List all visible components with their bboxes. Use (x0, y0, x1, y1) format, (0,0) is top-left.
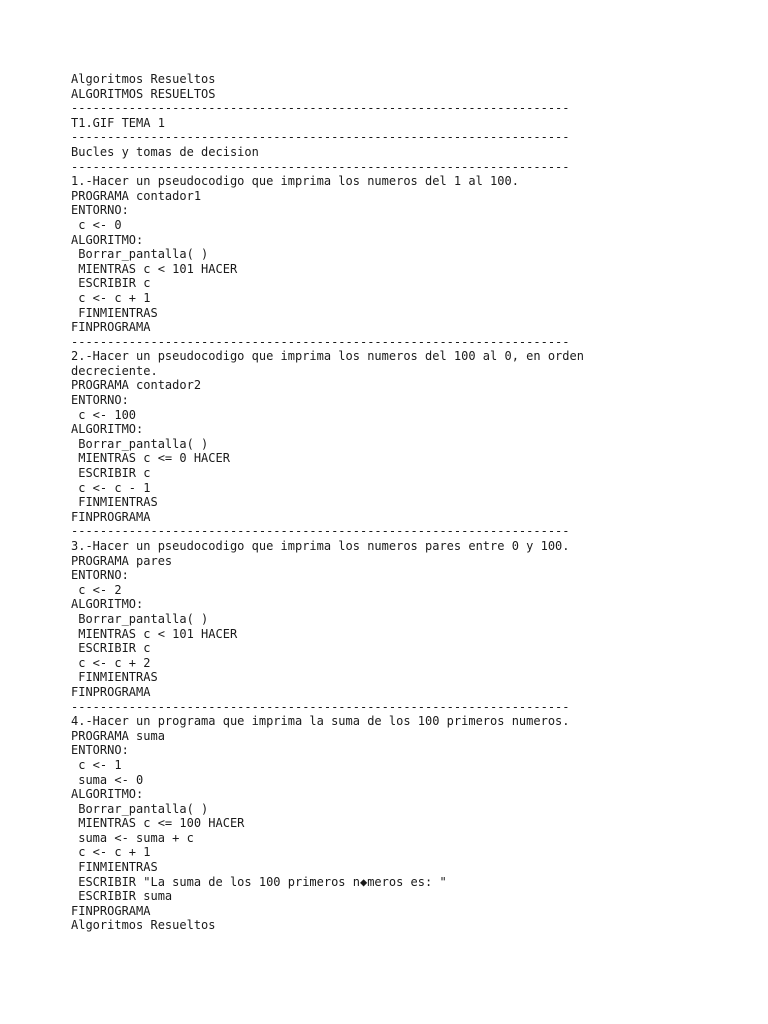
separator-line: --------------------------------------------------------------------- (71, 334, 570, 349)
text-line: ENTORNO: (71, 743, 129, 758)
text-line: FINPROGRAMA (71, 903, 151, 918)
text-line: FINMIENTRAS (71, 495, 158, 510)
program-name: PROGRAMA contador1 (71, 188, 202, 203)
text-line: c <- c + 2 (71, 655, 151, 670)
program-name: PROGRAMA contador2 (71, 378, 202, 393)
text-line: ESCRIBIR c (71, 276, 151, 291)
text-line: Borrar_pantalla( ) (71, 436, 209, 451)
text-line: ESCRIBIR suma (71, 889, 173, 904)
text-line: MIENTRAS c <= 100 HACER (71, 816, 245, 831)
text-line: suma <- suma + c (71, 830, 194, 845)
text-line: ESCRIBIR c (71, 641, 151, 656)
exercise-heading: 1.-Hacer un pseudocodigo que imprima los numeros del 1 al 100. (71, 174, 519, 189)
text-line: c <- 0 (71, 217, 122, 232)
text-line: c <- 1 (71, 757, 122, 772)
text-line: FINPROGRAMA (71, 509, 151, 524)
text-line: c <- 100 (71, 407, 137, 422)
text-line: Borrar_pantalla( ) (71, 247, 209, 262)
separator-line: --------------------------------------------------------------------- (71, 524, 570, 539)
text-line: FINPROGRAMA (71, 320, 151, 335)
text-line: FINMIENTRAS (71, 305, 158, 320)
text-line: MIENTRAS c < 101 HACER (71, 626, 238, 641)
text-line: c <- c + 1 (71, 845, 151, 860)
text-line: ALGORITMO: (71, 422, 144, 437)
text-line: MIENTRAS c <= 0 HACER (71, 451, 230, 466)
text-line: c <- c - 1 (71, 480, 151, 495)
separator-line: --------------------------------------------------------------------- (71, 699, 570, 714)
text-line: Borrar_pantalla( ) (71, 611, 209, 626)
exercise-heading: 4.-Hacer un programa que imprima la suma de los 100 primeros numeros. (71, 714, 570, 729)
text-line: T1.GIF TEMA 1 (71, 115, 165, 130)
text-line: Bucles y tomas de decision (71, 144, 259, 159)
text-line: suma <- 0 (71, 772, 144, 787)
text-line: ALGORITMO: (71, 232, 144, 247)
text-line: ESCRIBIR "La suma de los 100 primeros n◆meros es: " (71, 874, 447, 889)
separator-line: --------------------------------------------------------------------- (71, 159, 570, 174)
program-name: PROGRAMA pares (71, 553, 173, 568)
text-line: ALGORITMO: (71, 597, 144, 612)
separator-line: --------------------------------------------------------------------- (71, 101, 570, 116)
page-footer: Algoritmos Resueltos (71, 918, 216, 933)
document-title: ALGORITMOS RESUELTOS (71, 86, 216, 101)
text-line: c <- 2 (71, 582, 122, 597)
text-line: ALGORITMO: (71, 787, 144, 802)
text-line: Borrar_pantalla( ) (71, 801, 209, 816)
page-header: Algoritmos Resueltos (71, 72, 216, 86)
text-line: MIENTRAS c < 101 HACER (71, 261, 238, 276)
separator-line: --------------------------------------------------------------------- (71, 130, 570, 145)
text-line: ENTORNO: (71, 568, 129, 583)
text-line: FINMIENTRAS (71, 670, 158, 685)
text-line: ENTORNO: (71, 393, 129, 408)
exercise-heading: 3.-Hacer un pseudocodigo que imprima los numeros pares entre 0 y 100. (71, 539, 570, 553)
text-line: c <- c + 1 (71, 290, 151, 305)
text-line: decreciente. (71, 363, 158, 378)
text-line: FINPROGRAMA (71, 684, 151, 699)
document-text (71, 72, 751, 933)
exercise-heading: 2.-Hacer un pseudocodigo que imprima los numeros del 100 al 0, en orden (71, 349, 584, 364)
text-line: FINMIENTRAS (71, 860, 158, 875)
program-name: PROGRAMA suma (71, 728, 165, 743)
text-line: ENTORNO: (71, 203, 129, 218)
text-line: ESCRIBIR c (71, 466, 151, 481)
